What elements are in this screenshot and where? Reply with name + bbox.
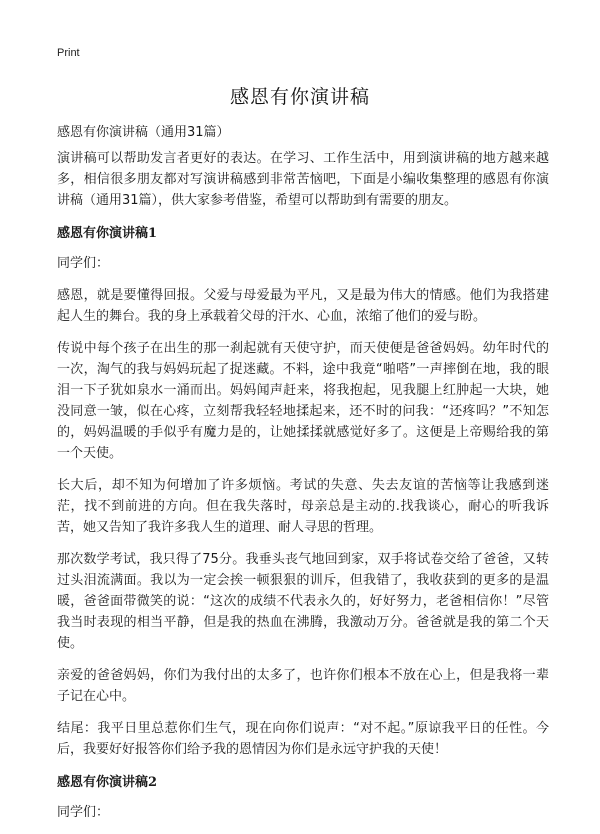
section-2-heading: 感恩有你演讲稿2 — [57, 775, 158, 790]
document-subtitle: 感恩有你演讲稿（通用31篇） — [57, 125, 230, 140]
section-1-heading: 感恩有你演讲稿1 — [57, 226, 158, 241]
print-link[interactable]: Print — [57, 47, 80, 59]
section-1-paragraph: 长大后，却不知为何增加了许多烦恼。考试的失意、失去友谊的苦恼等让我感到迷茫，找不到前进的方向。但在我失落时，母亲总是主动的.找我谈心，耐心的听我诉苦，她又告知了我许多我人生的道理、耐人寻思的哲理。 — [57, 478, 549, 535]
page-title: 感恩有你演讲稿 — [229, 86, 370, 108]
section-1-paragraph: 那次数学考试，我只得了75分。我垂头丧气地回到家，双手将试卷交给了爸爸，又转过头泪流满面。我以为一定会挨一顿狠狠的训斥，但我错了，我收获到的更多的是温暖，爸爸面带微笑的说：“这次的成绩不代表永久的，好好努力，老爸相信你！”尽管我当时表现的相当平静，但是我的热血在沸腾，我激动万分。爸爸就是我的第二个天使。 — [57, 552, 549, 651]
document-body — [57, 148, 549, 834]
section-1-paragraph: 结尾：我平日里总惹你们生气，现在向你们说声：“对不起。”原谅我平日的任性。今后，我要好好报答你们给予我的恩情因为你们是永远守护我的天使！ — [57, 721, 549, 757]
section-2-greeting: 同学们： — [57, 805, 110, 820]
intro-paragraph: 演讲稿可以帮助发言者更好的表达。在学习、工作生活中，用到演讲稿的地方越来越多，相信很多朋友都对写演讲稿感到非常苦恼吧，下面是小编收集整理的感恩有你演讲稿（通用31篇），供大家参考借鉴，希望可以帮助到有需要的朋友。 — [57, 151, 549, 208]
section-1-paragraph: 传说中每个孩子在出生的那一刹起就有天使守护，而天使便是爸爸妈妈。幼年时代的一次，淘气的我与妈妈玩起了捉迷藏。不料，途中我竟“啪嗒”一声摔倒在地，我的眼泪一下子犹如泉水一涌而出。妈妈闻声赶来，将我抱起，见我腿上红肿起一大块，她没同意一皱，似在心疼，立刻帮我轻轻地揉起来，还不时的问我：“还疼吗？”不知怎的，妈妈温暖的手似乎有魔力是的，让她揉揉就感觉好多了。这便是上帝赐给我的第一个天使。 — [57, 341, 549, 461]
section-1-paragraph: 亲爱的爸爸妈妈，你们为我付出的太多了，也许你们根本不放在心上，但是我将一辈子记在心中。 — [57, 668, 549, 704]
section-1-greeting: 同学们： — [57, 256, 110, 271]
section-1-paragraph: 感恩，就是要懂得回报。父爱与母爱最为平凡，又是最为伟大的情感。他们为我搭建起人生的舞台。我的身上承载着父母的汗水、心血，浓缩了他们的爱与盼。 — [57, 288, 549, 324]
